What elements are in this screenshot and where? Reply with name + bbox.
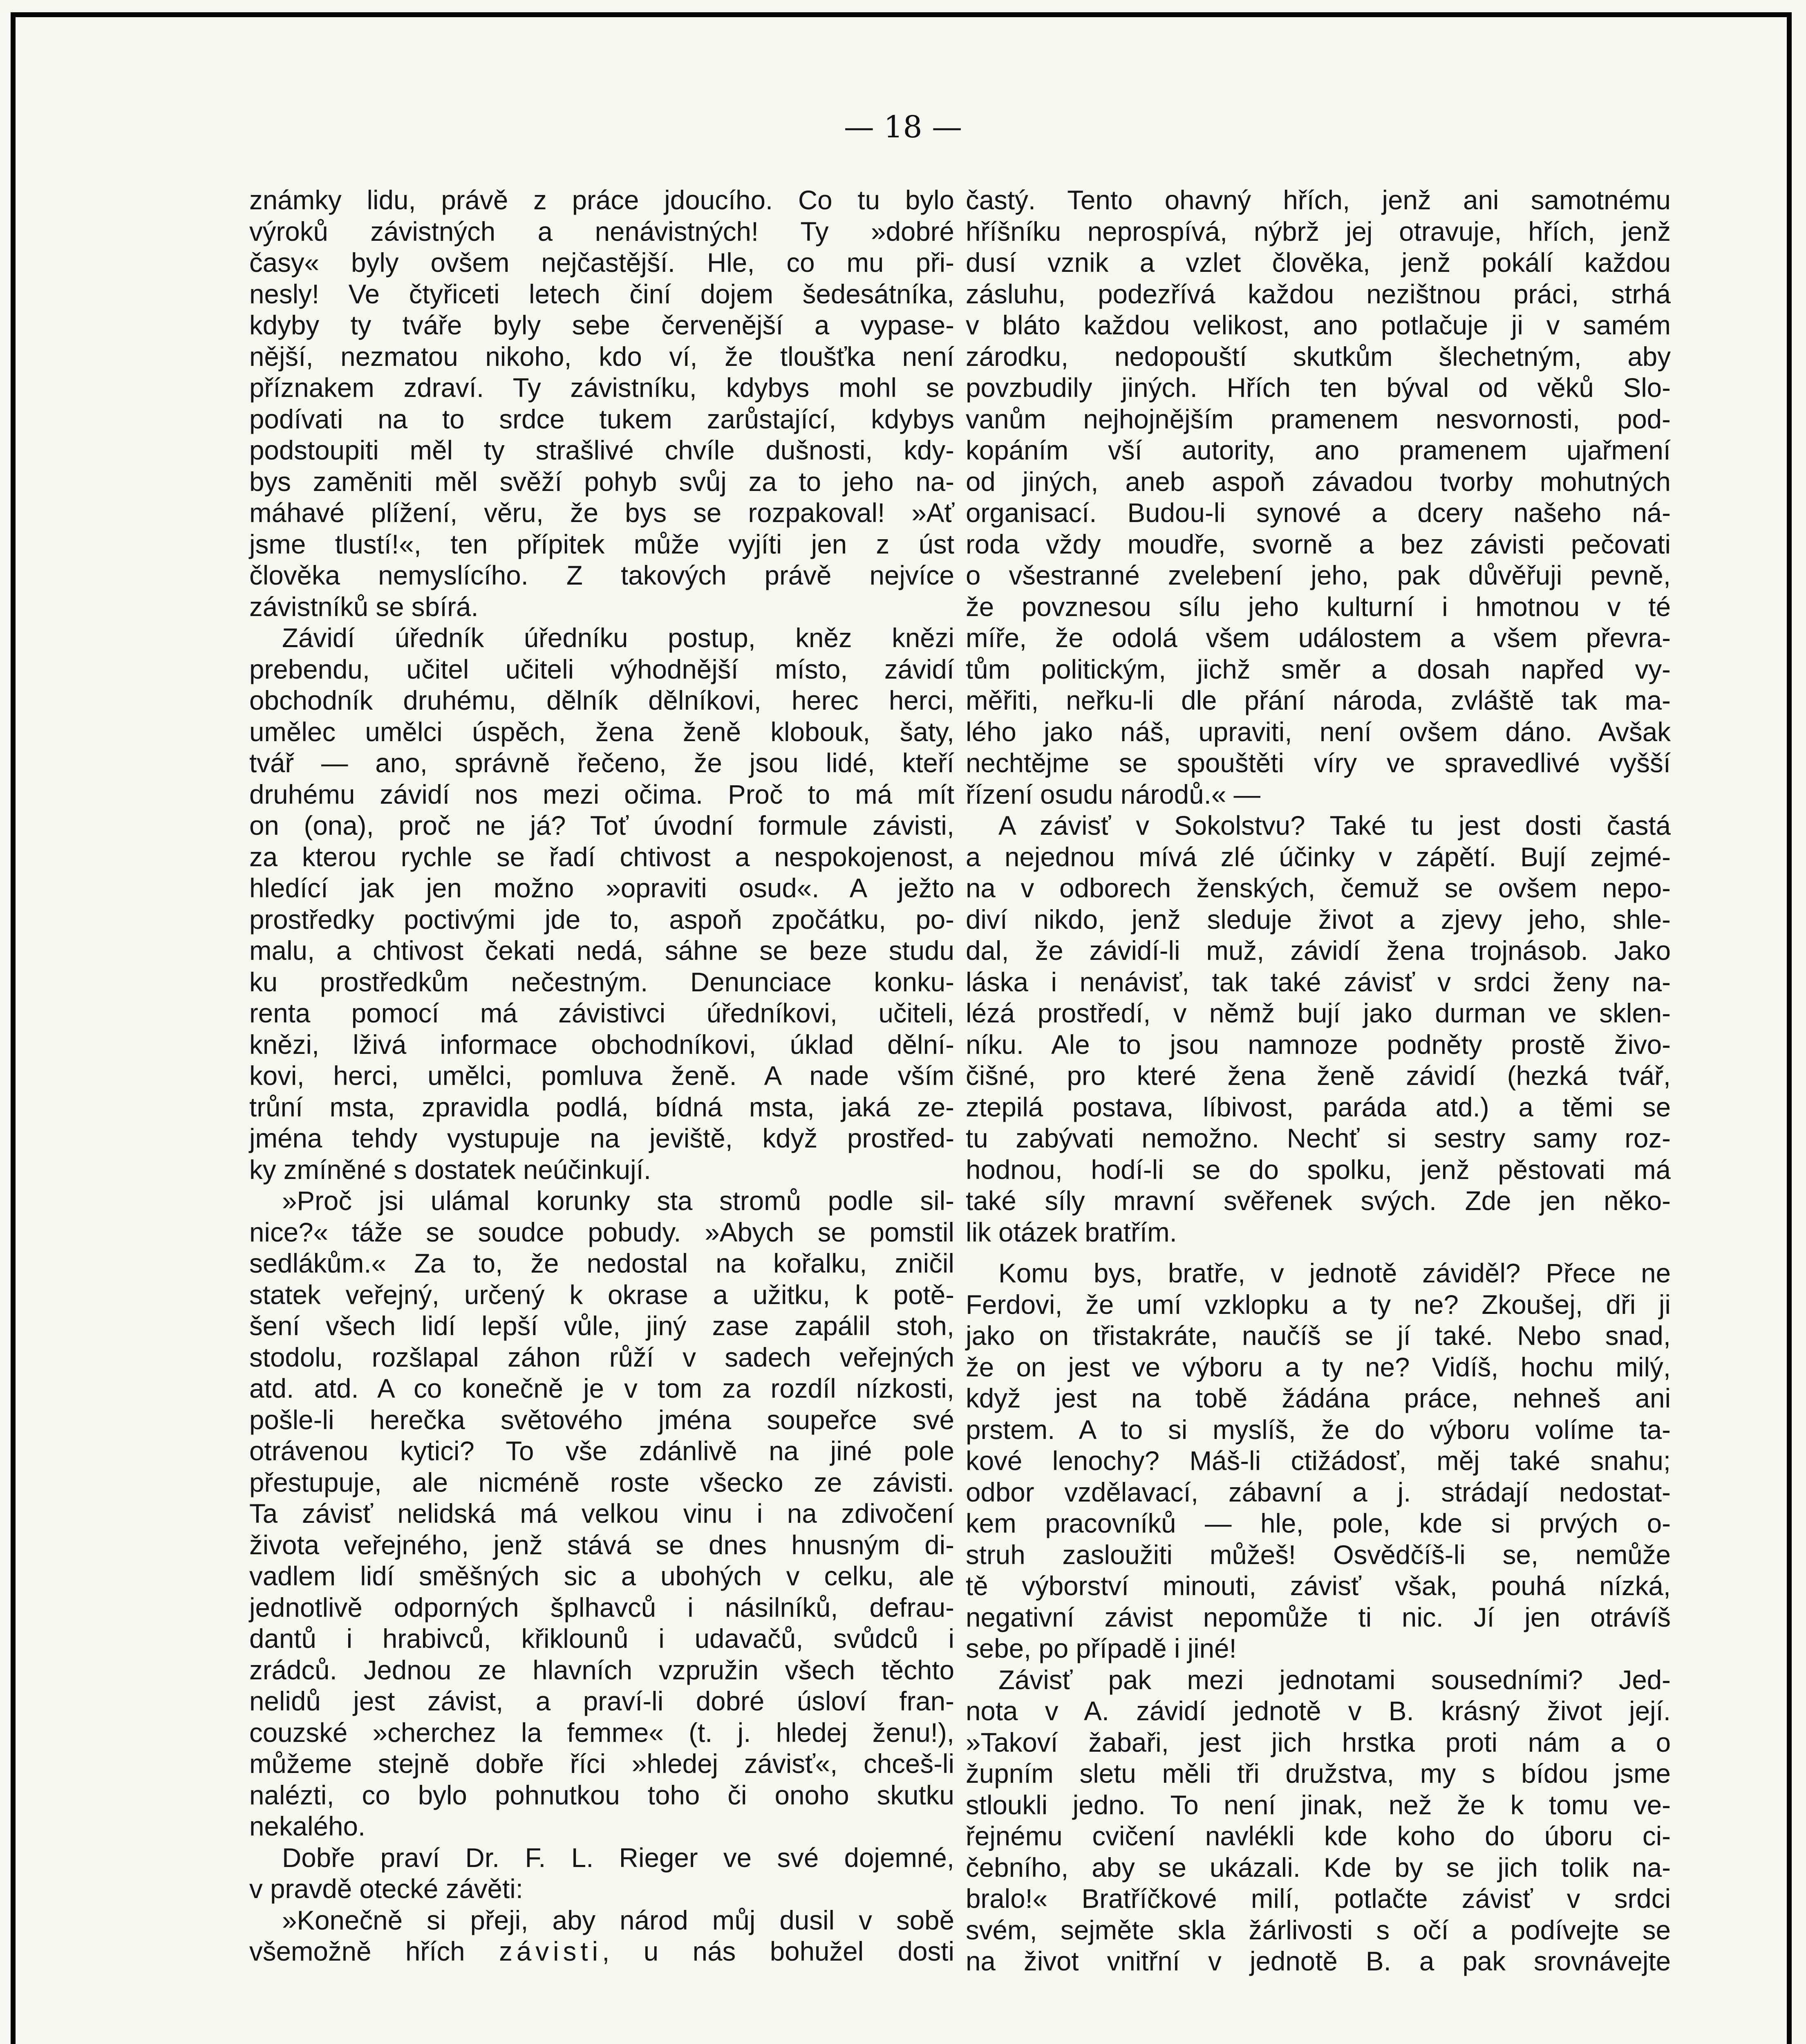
right-column-line: láska i nenávisť, tak také závisť v srdci ženy na- — [966, 967, 1671, 997]
right-column-line: hodnou, hodí-li se do spolku, jenž pěstovati má — [966, 1154, 1671, 1185]
right-column-line: na v odborech ženských, čemuž se ovšem nepo- — [966, 873, 1671, 903]
right-text-column — [966, 185, 1671, 1977]
left-column-line: pošle-li herečka světového jména soupeřce své — [249, 1405, 954, 1435]
left-column-line: máhavé plížení, věru, že bys se rozpakoval! »Ať — [249, 498, 954, 528]
right-column-line: lik otázek bratřím. — [966, 1217, 1177, 1247]
left-column-line: Dobře praví Dr. F. L. Rieger ve své dojemné, — [282, 1842, 954, 1873]
right-column-line: prstem. A to si myslíš, že do výboru volíme ta- — [966, 1414, 1671, 1445]
line-text: všemožně hřích — [249, 1936, 499, 1966]
left-column-line: »Konečně si přeji, aby národ můj dusil v sobě — [282, 1905, 954, 1935]
right-column-line: také síly mravní svěřenek svých. Zde jen něko- — [966, 1186, 1671, 1216]
paragraph-gap — [966, 1248, 1671, 1258]
right-column-line: na život vnitřní v jednotě B. a pak srovnávejte — [966, 1946, 1671, 1976]
left-column-line: přestupuje, ale nicméně roste všecko ze závisti. — [249, 1467, 954, 1497]
right-column-line: Závisť pak mezi jednotami sousedními? Jed- — [998, 1665, 1671, 1695]
left-column-line: života veřejného, jenž stává se dnes hnusným di- — [249, 1530, 954, 1560]
right-column-line: nota v A. závidí jednotě v B. krásný život její. — [966, 1696, 1671, 1726]
left-column-line: umělec umělci úspěch, žena ženě klobouk, šaty, — [249, 717, 954, 747]
right-column-line: ztepilá postava, líbivost, paráda atd.) a těmi se — [966, 1092, 1671, 1122]
left-column-line: bys zaměniti měl svěží pohyb svůj za to jeho na- — [249, 466, 954, 497]
left-column-line: kdyby ty tváře byly sebe červenější a vypase- — [249, 310, 954, 340]
left-column-line: couzské »cherchez la femme« (t. j. hledej ženu!), — [249, 1717, 954, 1748]
right-column-line: dusí vznik a vzlet člověka, jenž pokálí každou — [966, 248, 1671, 278]
left-column-line: časy« byly ovšem nejčastější. Hle, co mu při- — [249, 248, 954, 278]
left-column-line: vadlem lidí směšných sic a ubohých v celku, ale — [249, 1561, 954, 1591]
left-column-line: dantů i hrabivců, křiklounů i udavačů, svůdců i — [249, 1624, 954, 1654]
right-column-line: že on jest ve výboru a ty ne? Vidíš, hochu milý, — [966, 1352, 1671, 1382]
left-column-line: podstoupiti měl ty strašlivé chvíle dušnosti, kdy- — [249, 435, 954, 465]
left-column-line: Závidí úředník úředníku postup, kněz knězi — [282, 623, 954, 653]
left-column-line: Ta závisť nelidská má velkou vinu i na zdivočení — [249, 1499, 954, 1529]
right-column-line: míře, že odolá všem událostem a všem převra- — [966, 623, 1671, 653]
left-column-line: nesly! Ve čtyřiceti letech činí dojem šedesátníka, — [249, 279, 954, 309]
left-column-line: statek veřejný, určený k okrase a užitku, k potě- — [249, 1280, 954, 1310]
left-column-line: obchodník druhému, dělník dělníkovi, herec herci, — [249, 686, 954, 715]
left-column-line: člověka nemyslícího. Z takových právě nejvíce — [249, 560, 954, 590]
left-column-line: nekalého. — [249, 1811, 366, 1841]
right-column-line: tu zabývati nemožno. Nechť si sestry samy roz- — [966, 1123, 1671, 1153]
right-column-line: o všestranné zvelebení jeho, pak důvěřuji pevně, — [966, 560, 1671, 590]
right-column-line: bralo!« Bratříčkové milí, potlačte závisť v srdci — [966, 1884, 1671, 1914]
right-column-line: lého jako náš, upraviti, není ovšem dáno. Avšak — [966, 717, 1671, 747]
right-column-line: jako on třistakráte, naučíš se jí také. Nebo snad, — [966, 1321, 1671, 1351]
left-column-line: podívati na to srdce tukem zarůstající, kdybys — [249, 404, 954, 434]
right-column-line: níku. Ale to jsou namnoze podněty prostě živo- — [966, 1029, 1671, 1060]
right-column-line: A závisť v Sokolstvu? Také tu jest dosti častá — [998, 811, 1671, 840]
right-column-line: Ferdovi, že umí vzklopku a ty ne? Zkoušej, dři ji — [966, 1289, 1671, 1320]
left-column-line: sedlákům.« Za to, že nedostal na kořalku, zničil — [249, 1248, 954, 1278]
left-column-line: zrádců. Jednou ze hlavních vzpružin všech těchto — [249, 1655, 954, 1685]
left-column-line: šení všech lidí lepší vůle, jiný zase zapálil stoh, — [249, 1311, 954, 1341]
left-column-line: hledící jak jen možno »opraviti osud«. A ježto — [249, 873, 954, 903]
left-column-line: nalézti, co bylo pohnutkou toho či onoho skutku — [249, 1780, 954, 1810]
left-column-line: jednotlivě odporných šplhavců i násilníků, defrau- — [249, 1592, 954, 1623]
left-column-line: jména tehdy vystupuje na jeviště, když prostřed- — [249, 1123, 954, 1153]
left-column-line: otrávenou kytici? To vše zdánlivě na jiné pole — [249, 1436, 954, 1466]
right-column-line: dal, že závidí-li muž, závidí žena trojnásob. Jako — [966, 936, 1671, 966]
right-column-line: kem pracovníků — hle, pole, kde si prvých o- — [966, 1508, 1671, 1538]
left-column-line: kovi, herci, umělci, pomluva ženě. A nade vším — [249, 1061, 954, 1091]
left-column-line: malu, a chtivost čekati nedá, sáhne se beze studu — [249, 936, 954, 966]
right-column-line: odbor vzdělavací, zábavní a j. strádají nedostat- — [966, 1477, 1671, 1507]
right-column-line: svém, sejměte skla žárlivosti s očí a podívejte se — [966, 1915, 1671, 1945]
left-column-line: trůní msta, zpravidla podlá, bídná msta, jaká ze- — [249, 1092, 954, 1122]
left-column-line: můžeme stejně dobře říci »hledej závisť«, chceš-li — [249, 1749, 954, 1779]
left-column-line: nelidů jest závist, a praví-li dobré úsloví fran- — [249, 1686, 954, 1716]
left-column-line: ku prostředkům nečestným. Denunciace konku- — [249, 967, 954, 997]
spaced-emphasis: závisti — [499, 1936, 602, 1966]
right-column-line: zárodku, nedopouští skutkům šlechetným, aby — [966, 341, 1671, 372]
right-column-line: negativní závist nepomůže ti nic. Jí jen otrávíš — [966, 1602, 1671, 1632]
left-column-line: knězi, lživá informace obchodníkovi, úklad dělní- — [249, 1029, 954, 1060]
left-column-line: stodolu, rozšlapal záhon růží v sadech veřejných — [249, 1342, 954, 1372]
right-column-line: když jest na tobě žádána práce, nehneš ani — [966, 1383, 1671, 1413]
left-column-line: za kterou rychle se řadí chtivost a nespokojenost, — [249, 842, 954, 872]
right-column-line: lézá prostředí, v němž bují jako durman ve sklen- — [966, 998, 1671, 1028]
right-column-line: kopáním vší autority, ano pramenem ujařmení — [966, 435, 1671, 465]
left-column-line: nice?« táže se soudce pobudy. »Abych se pomstil — [249, 1217, 954, 1247]
right-column-line: častý. Tento ohavný hřích, jenž ani samotnému — [966, 185, 1671, 215]
left-column-line: jsme tlustí!«, ten přípitek může vyjíti jen z úst — [249, 529, 954, 559]
left-column-line: prostředky poctivými jde to, aspoň zpočátku, po- — [249, 904, 954, 935]
left-column-line: příznakem zdraví. Ty závistníku, kdybys mohl se — [249, 373, 954, 403]
right-column-line: sebe, po případě i jiné! — [966, 1634, 1237, 1663]
right-column-line: tům politickým, jichž směr a dosah napřed vy- — [966, 654, 1671, 684]
left-column-line: v pravdě otecké závěti: — [249, 1874, 523, 1904]
right-column-line: vanům nejhojnějším pramenem nesvornosti, pod- — [966, 404, 1671, 434]
right-column-line: čišné, pro které žena ženě závidí (hezká tvář, — [966, 1061, 1671, 1091]
right-column-line: struh zasloužiti můžeš! Osvědčíš-li se, nemůže — [966, 1540, 1671, 1570]
right-column-line: od jiných, aneb aspoň závadou tvorby mohutných — [966, 466, 1671, 497]
left-text-column — [249, 185, 954, 1968]
right-column-line: tě výborství minouti, závisť však, pouhá nízká, — [966, 1571, 1671, 1601]
right-column-line: čebního, aby se ukázali. Kde by se jich tolik na- — [966, 1852, 1671, 1883]
right-column-line: řejnému cvičení navlékli kde koho do úboru ci- — [966, 1821, 1671, 1851]
left-column-line: závistníků se sbírá. — [249, 592, 479, 622]
right-column-line: hříšníku neprospívá, nýbrž jej otravuje, hřích, jenž — [966, 216, 1671, 247]
right-column-line: a nejednou mívá zlé účinky v zápětí. Bují zejmé- — [966, 842, 1671, 872]
left-column-line: ky zmíněné s dostatek neúčinkují. — [249, 1154, 651, 1185]
right-column-line: diví nikdo, jenž sleduje život a zjevy jeho, shle- — [966, 904, 1671, 935]
right-column-line: povzbudily jiných. Hřích ten býval od věků Slo- — [966, 373, 1671, 403]
left-column-line: »Proč jsi ulámal korunky sta stromů podle sil- — [282, 1186, 954, 1216]
right-column-line: kové lenochy? Máš-li ctižádosť, měj také snahu; — [966, 1446, 1671, 1476]
left-column-line: druhému závidí nos mezi očima. Proč to má mít — [249, 779, 954, 809]
left-column-line: tvář — ano, správně řečeno, že jsou lidé, kteří — [249, 748, 954, 778]
right-column-line: v bláto každou velikost, ano potlačuje ji v samém — [966, 310, 1671, 340]
right-column-line: zásluhu, podezřívá každou nezištnou práci, strhá — [966, 279, 1671, 309]
right-column-line: Komu bys, bratře, v jednotě záviděl? Přece ne — [998, 1258, 1671, 1288]
right-column-line: řízení osudu národů.« — — [966, 779, 1260, 809]
left-column-line: on (ona), proč ne já? Toť úvodní formule závisti, — [249, 811, 954, 840]
left-column-line: výroků závistných a nenávistných! Ty »dobré — [249, 216, 954, 247]
right-column-line: »Takoví žabaři, jest jich hrstka proti nám a o — [966, 1727, 1671, 1757]
line-text: , u nás bohužel dosti — [602, 1936, 954, 1966]
right-column-line: stloukli jedno. To není jinak, než že k tomu ve- — [966, 1790, 1671, 1820]
left-column-line: nější, nezmatou nikoho, kdo ví, že tloušťka není — [249, 341, 954, 372]
left-column-line: prebendu, učitel učiteli výhodnější místo, závidí — [249, 654, 954, 684]
left-column-line: známky lidu, právě z práce jdoucího. Co tu bylo — [249, 185, 954, 215]
right-column-line: roda vždy moudře, svorně a bez závisti pečovati — [966, 529, 1671, 559]
left-column-line: renta pomocí má závistivci úředníkovi, učiteli, — [249, 998, 954, 1028]
right-column-line: měřiti, neřku-li dle přání národa, zvláště tak ma- — [966, 686, 1671, 715]
left-column-line: atd. atd. A co konečně je v tom za rozdíl nízkosti, — [249, 1374, 954, 1403]
page-number: — 18 — — [844, 110, 962, 145]
right-column-line: organisací. Budou-li synové a dcery našeho ná- — [966, 498, 1671, 528]
right-column-line: že povznesou sílu jeho kulturní i hmotnou v té — [966, 592, 1671, 622]
left-column-line — [249, 1936, 954, 1968]
right-column-line: nechtějme se spouštěti víry ve spravedlivé vyšší — [966, 748, 1671, 778]
right-column-line: župním sletu měli tři družstva, my s bídou jsme — [966, 1759, 1671, 1788]
